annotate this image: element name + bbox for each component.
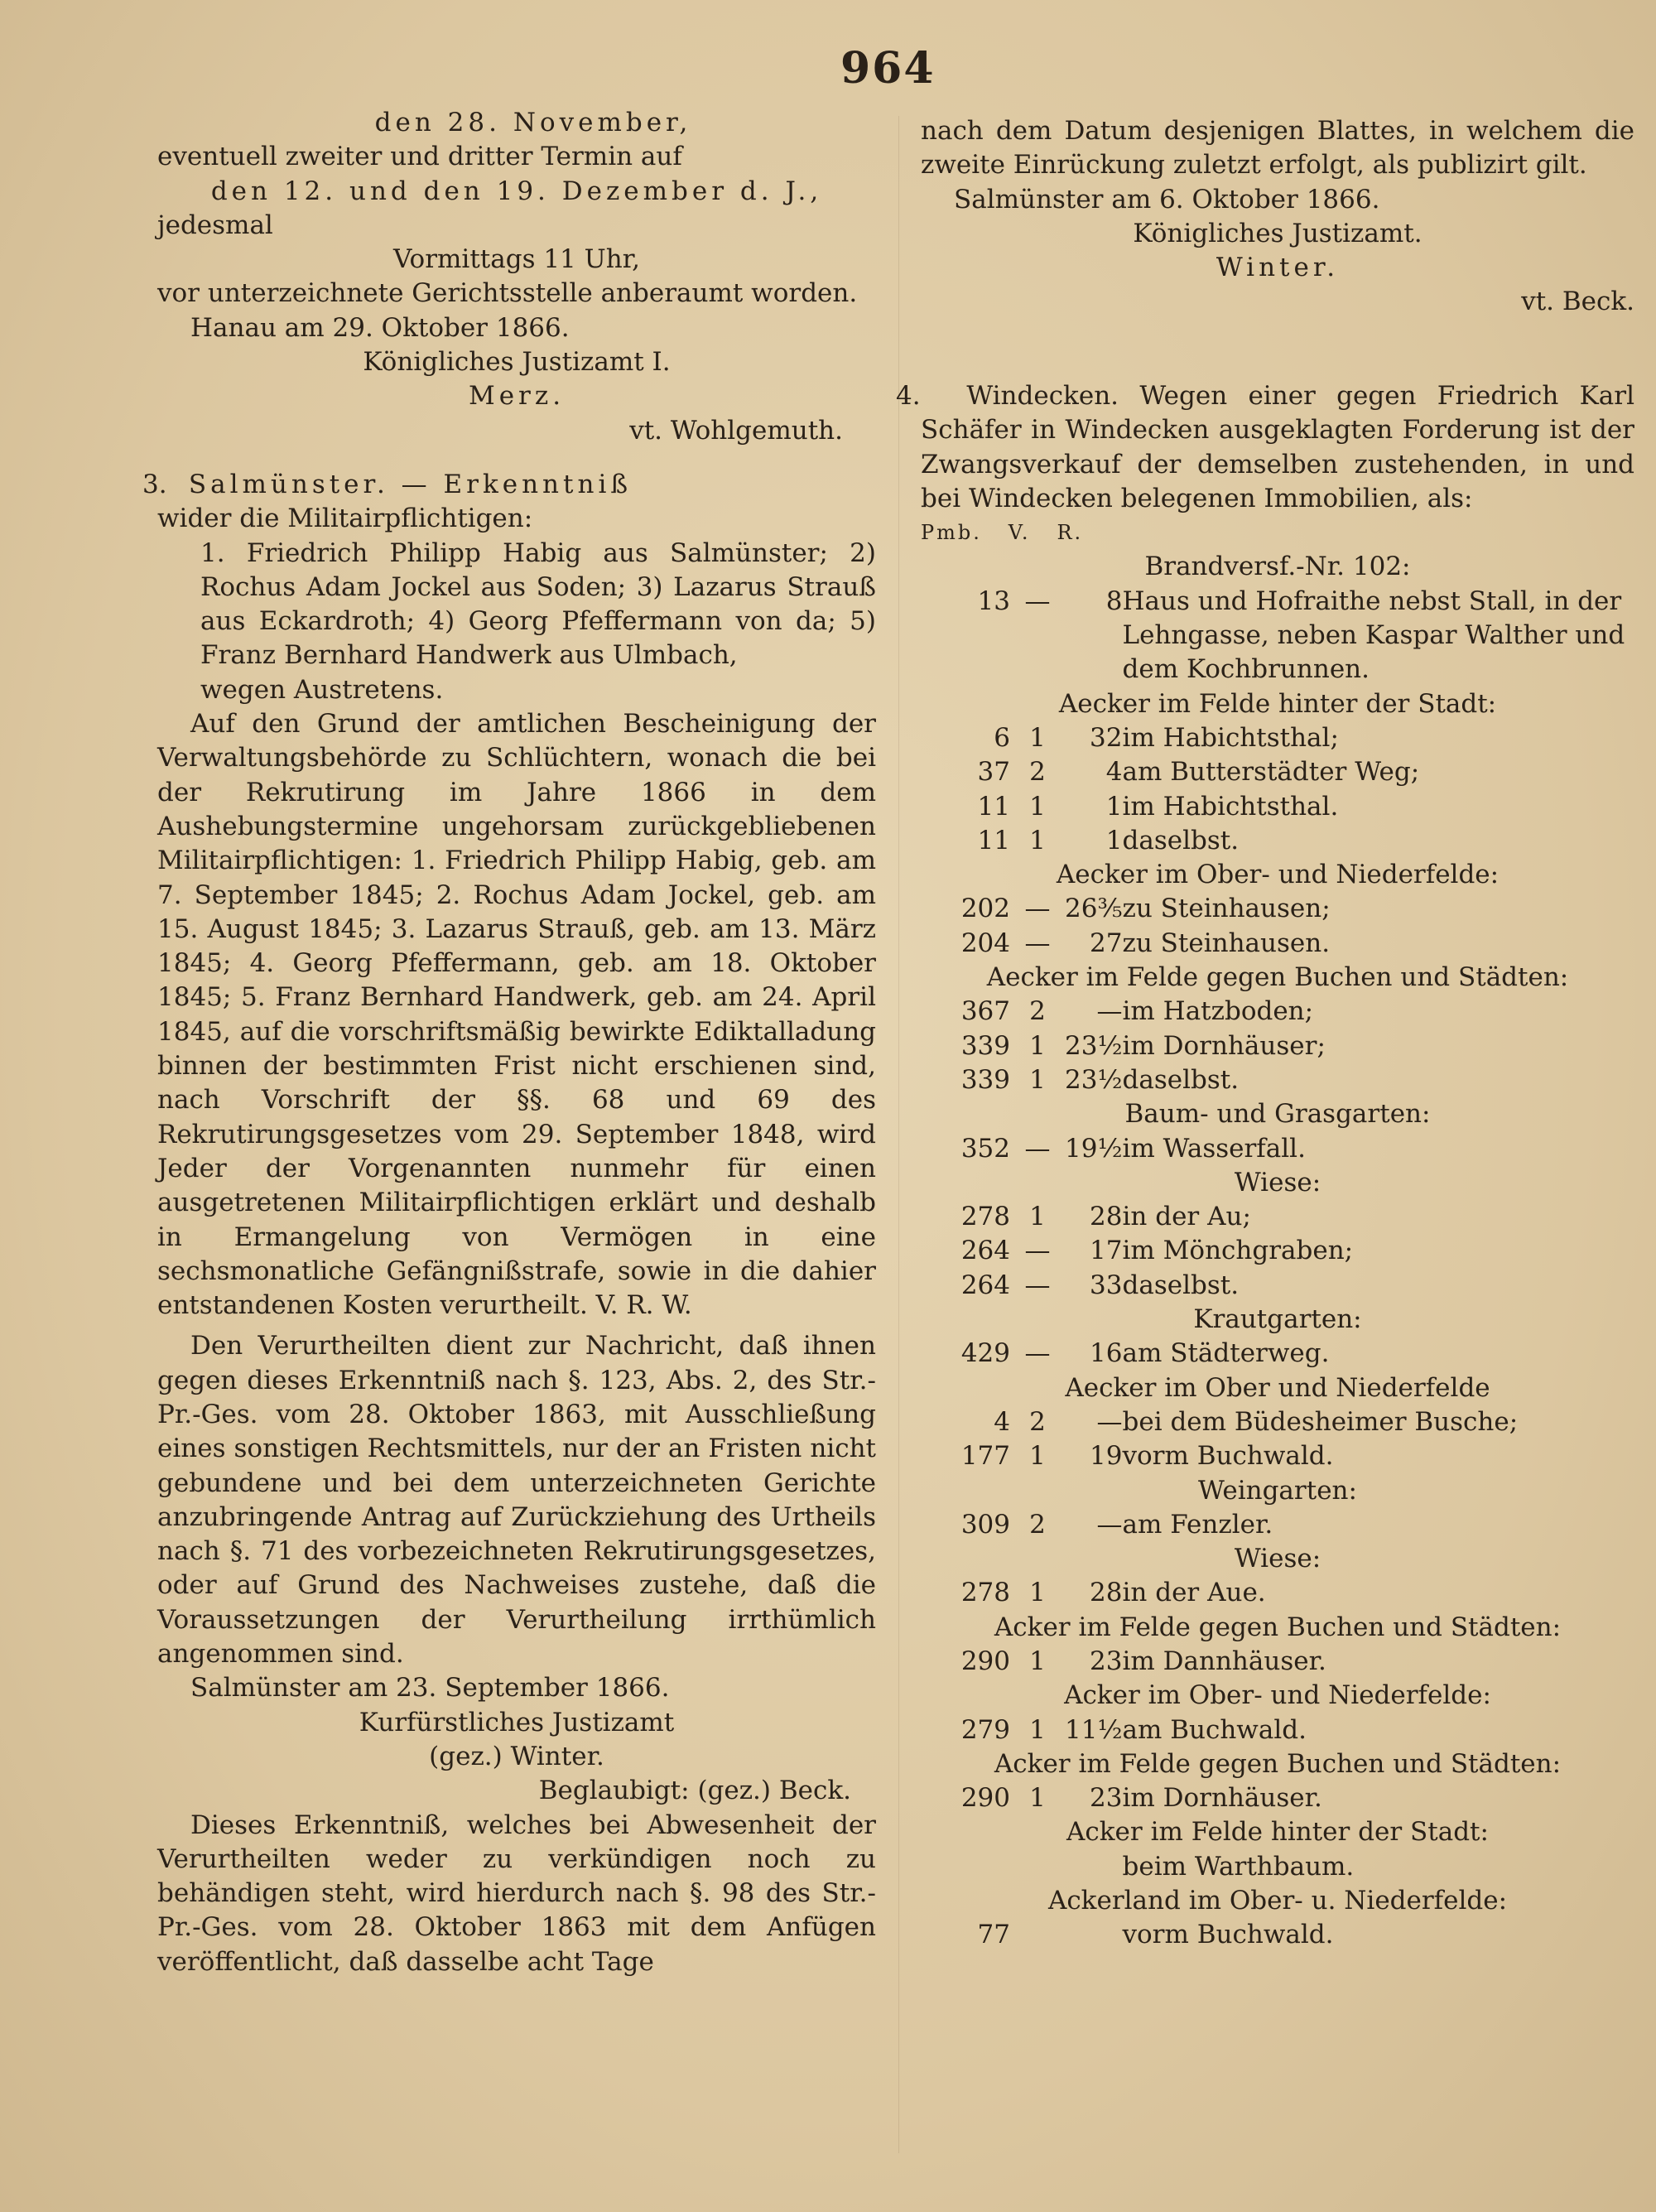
estate-row <box>921 1063 1634 1097</box>
estate-plot-number: 278 <box>960 1202 1010 1232</box>
estate-measure-v: — <box>1024 1338 1051 1369</box>
estate-description: Haus und Hofraithe nebst Stall, in der Lehngasse, neben Kaspar Walther und dem Kochbrunnen. <box>1122 586 1625 685</box>
estate-plot-number: 6 <box>994 722 1010 753</box>
estate-row <box>921 1781 1634 1815</box>
estate-measure-r: 32 <box>1090 722 1123 753</box>
estate-section-row <box>921 687 1634 721</box>
estate-description: am Butterstädter Weg; <box>1122 757 1420 788</box>
right-column-bottom <box>896 379 1634 1953</box>
estate-plot-number: 339 <box>960 1064 1010 1095</box>
estate-description: in der Au; <box>1122 1202 1251 1232</box>
estate-description: daselbst. <box>1122 1064 1240 1095</box>
estate-section-row <box>921 550 1634 584</box>
estate-description: im Dornhäuser; <box>1122 1030 1326 1061</box>
estate-measure-r: 19 <box>1090 1441 1123 1472</box>
estate-measure-r: — <box>1096 996 1123 1027</box>
estate-measure-r <box>1065 1918 1123 1952</box>
names-list: 1. Friedrich Philipp Habig aus Salmünster; 2) Rochus Adam Jockel aus Soden; 3) Lazarus Strauß aus Eckardroth; 4) Georg Pfeffermann von da; 5) Franz Bernhard Handwerk aus Ulmbach, <box>200 537 876 671</box>
estate-description: im Habichtsthal; <box>1122 722 1339 753</box>
judgment-paragraph: Auf den Grund der amtlichen Bescheinigung der Verwaltungsbehörde zu Schlüchtern, wonach die bei der Rekrutirung im Jahre 1866 in dem Aushebungstermine ungehorsam zurückgebliebenen Militairpflichtigen: 1. Friedrich Philipp Habig, geb. am 7. September 1845; 2. Rochus Adam Jockel, geb. am 15. August 1845; 3. Lazarus Strauß, geb. am 13. März 1845; 4. Georg Pfeffermann, geb. am 18. Oktober 1845; 5. Franz Bernhard Handwerk, geb. am 24. April 1845, auf die vorschriftsmäßig bewirkte Ediktalladung binnen der bestimmten Frist nicht erschienen sind, nach Vorschrift der §§. 68 und 69 des Rekrutirungsgesetzes vom 29. September 1848, wird Jeder der Vorgenannten nunmehr für einen ausgetretenen Militairpflichtigen erklärt und deshalb in Ermangelung von Vermögen in eine sechsmonatliche Gefängnißstrafe, sowie in die dahier entstandenen Kosten verurtheilt. V. R. W. <box>157 709 876 1321</box>
estate-measure-v: 1 <box>1029 1030 1046 1061</box>
estate-section-heading: Acker im Felde gegen Buchen und Städten: <box>994 1748 1562 1779</box>
estate-plot-number: 264 <box>960 1270 1010 1300</box>
right-sign-beck: vt. Beck. <box>1521 287 1634 317</box>
date-line-2: eventuell zweiter und dritter Termin auf <box>157 142 682 172</box>
column-divider <box>898 116 899 2153</box>
estate-measure-v: 1 <box>1029 1202 1046 1232</box>
estate-section-row <box>921 1815 1634 1849</box>
estate-section-heading: Krautgarten: <box>1193 1304 1362 1335</box>
estate-section-row <box>921 961 1634 995</box>
estate-measure-r: 23 <box>1090 1646 1123 1676</box>
estate-description: daselbst. <box>1122 825 1240 855</box>
estate-measure-v: 1 <box>1029 722 1046 753</box>
estate-measure-r: 23½ <box>1065 1030 1123 1061</box>
estate-plot-number: 204 <box>960 928 1010 958</box>
estate-measure-r: 28 <box>1090 1202 1123 1232</box>
estate-plot-number: 367 <box>960 996 1010 1027</box>
estate-row <box>921 585 1634 687</box>
estate-measure-v: — <box>1024 928 1051 958</box>
sign-authority: Kurfürstliches Justizamt <box>359 1707 675 1737</box>
estate-measure-r: 1 <box>1105 825 1123 855</box>
authority: Königliches Justizamt I. <box>363 347 671 378</box>
estate-description: im Dannhäuser. <box>1122 1646 1326 1676</box>
estate-section-row <box>921 1884 1634 1918</box>
estate-description: bei dem Büdesheimer Busche; <box>1122 1406 1519 1437</box>
estate-description: vorm Buchwald. <box>1122 1441 1334 1472</box>
estate-measure-r: 19½ <box>1065 1133 1123 1164</box>
estate-measure-v: — <box>1024 1133 1051 1164</box>
estate-description: im Habichtsthal. <box>1122 791 1339 822</box>
estate-measure-v <box>1010 1918 1065 1952</box>
date-line-1: den 28. November, <box>374 108 692 137</box>
estate-section-row <box>921 1303 1634 1337</box>
estate-row <box>921 1269 1634 1303</box>
estate-measure-r: 8 <box>1105 586 1123 616</box>
estate-measure-v: 2 <box>1029 996 1046 1027</box>
estate-plot-number: 279 <box>960 1714 1010 1745</box>
estate-row <box>921 1713 1634 1747</box>
estate-row <box>921 755 1634 789</box>
estate-row <box>921 1405 1634 1439</box>
signature-wohlgemuth: vt. Wohlgemuth. <box>629 415 843 446</box>
estate-measure-r: 23 <box>1090 1783 1123 1814</box>
estate-measure-v: 2 <box>1029 1509 1046 1540</box>
right-sign-place-date: Salmünster am 6. Oktober 1866. <box>954 184 1380 214</box>
estate-measure-v: — <box>1024 1236 1051 1266</box>
right-sign-winter: Winter. <box>1216 253 1340 283</box>
spacer <box>157 448 876 468</box>
estate-row <box>921 892 1634 926</box>
estate-section-row <box>921 1371 1634 1405</box>
estate-measure-r: 16 <box>1090 1338 1123 1369</box>
estate-row <box>921 1029 1634 1063</box>
estate-measure-r: 4 <box>1105 757 1123 788</box>
estate-row <box>921 1508 1634 1542</box>
estate-description: in der Aue. <box>1122 1578 1266 1608</box>
estate-section-heading: Ackerland im Ober- u. Niederfelde: <box>1047 1886 1508 1916</box>
date-line-3: den 12. und den 19. Dezember d. J., <box>210 176 823 206</box>
estate-plot-number: 290 <box>960 1783 1010 1814</box>
notice-paragraph: Den Verurtheilten dient zur Nachricht, daß ihnen gegen dieses Erkenntniß nach §. 123, Abs. 2, des Str.-Pr.-Ges. vom 28. Oktober 1863, mit Ausschließung eines sonstigen Rechtsmittels, nur der an Fristen nicht gebundene und bei dem unterzeichneten Gerichte anzubringende Antrag auf Zurückziehung des Urtheils nach §. 71 des vorbezeichneten Rekrutirungsgesetzes, oder auf Grund des Nachweises zustehe, daß die Voraussetzungen der Verurtheilung irrthümlich angenommen sind. <box>157 1331 876 1670</box>
estate-section-row <box>921 1611 1634 1645</box>
estate-measure-v: — <box>1024 1270 1051 1300</box>
estate-row <box>921 1918 1634 1952</box>
estate-description: im Dornhäuser. <box>1122 1783 1322 1814</box>
estate-plot-number: 339 <box>960 1030 1010 1061</box>
estate-plot-number: 264 <box>960 1236 1010 1266</box>
estate-section-row <box>921 1542 1634 1576</box>
item-3-heading <box>142 468 876 502</box>
estate-measure-v: 2 <box>1029 1406 1046 1437</box>
place-date: Hanau am 29. Oktober 1866. <box>190 312 570 343</box>
estate-plot-number: 429 <box>960 1338 1010 1369</box>
estate-measure-v: 1 <box>1029 825 1046 855</box>
estate-measure-r: — <box>1096 1406 1123 1437</box>
continuation-text: nach dem Datum desjenigen Blattes, in welchem die zweite Einrückung zuletzt erfolgt, als publizirt gilt. <box>921 116 1634 181</box>
estate-section-heading: Aecker im Felde hinter der Stadt: <box>1058 688 1497 719</box>
estate-measure-v: 1 <box>1029 1646 1046 1676</box>
estate-row <box>921 1234 1634 1268</box>
estate-plot-number: 352 <box>960 1133 1010 1164</box>
estate-measure-r: 17 <box>1090 1236 1123 1266</box>
reason-line: wegen Austretens. <box>200 674 444 705</box>
estate-measure-r: 23½ <box>1065 1064 1123 1095</box>
col-header-pmb: Pmb. <box>921 521 982 545</box>
estate-measure-r: 33 <box>1090 1270 1123 1300</box>
estate-plot-number: 177 <box>960 1441 1010 1472</box>
estate-row <box>921 1645 1634 1679</box>
estate-plot-number: 202 <box>960 894 1010 924</box>
item-4-number: 4. <box>896 381 921 411</box>
estate-section-heading: Acker im Ober- und Niederfelde: <box>1064 1680 1491 1711</box>
estate-section-heading: Wiese: <box>1234 1167 1321 1198</box>
estate-section-heading: Acker im Felde hinter der Stadt: <box>1066 1817 1489 1848</box>
estate-plot-number: 309 <box>960 1509 1010 1540</box>
estate-section-heading: Weingarten: <box>1198 1475 1357 1506</box>
estate-row <box>921 995 1634 1029</box>
estate-description: im Hatzboden; <box>1122 996 1314 1027</box>
estate-section-row <box>921 1747 1634 1781</box>
estate-measure-v: 1 <box>1029 1578 1046 1608</box>
estate-measure-r: 26⅗ <box>1065 894 1123 924</box>
estate-plot-number: 13 <box>977 586 1010 616</box>
estate-description: im Mönchgraben; <box>1122 1236 1354 1266</box>
item-3-title: Salmünster. — Erkenntniß <box>188 469 633 499</box>
estate-measure-v: 1 <box>1029 1714 1046 1745</box>
estate-plot-number <box>921 1850 1010 1884</box>
estate-description: im Wasserfall. <box>1122 1133 1306 1164</box>
estate-plot-number: 4 <box>994 1406 1010 1437</box>
estate-measure-v: 1 <box>1029 1783 1046 1814</box>
estate-plot-number: 11 <box>977 825 1010 855</box>
right-sign-authority: Königliches Justizamt. <box>1133 218 1423 248</box>
estate-row <box>921 790 1634 824</box>
estate-description: am Städterweg. <box>1122 1338 1330 1369</box>
estate-plot-number: 77 <box>977 1920 1010 1950</box>
estate-row <box>921 1132 1634 1166</box>
estate-section-row <box>921 1097 1634 1131</box>
estate-plot-number: 37 <box>977 757 1010 788</box>
estate-measure-v: 1 <box>1029 1441 1046 1472</box>
left-column <box>142 106 876 1979</box>
estate-description: am Fenzler. <box>1122 1509 1273 1540</box>
estate-row <box>921 927 1634 961</box>
estate-measure-r: 28 <box>1090 1578 1123 1608</box>
estate-table <box>921 550 1634 1952</box>
estate-row <box>921 1576 1634 1610</box>
publication-paragraph: Dieses Erkenntniß, welches bei Abwesenheit der Verurtheilten weder zu verkündigen noch zu behändigen steht, wird hierdurch nach §. 98 des Str.-Pr.-Ges. vom 28. Oktober 1863 mit dem Anfügen veröffentlicht, daß dasselbe acht Tage <box>157 1810 876 1977</box>
sign-winter: (gez.) Winter. <box>429 1741 604 1771</box>
estate-description: zu Steinhausen; <box>1122 894 1331 924</box>
estate-measure-v: 1 <box>1029 1064 1046 1095</box>
estate-section-row <box>921 1166 1634 1200</box>
estate-measure-v: — <box>1024 586 1051 616</box>
estate-plot-number: 11 <box>977 791 1010 822</box>
estate-row <box>921 1200 1634 1234</box>
estate-description: beim Warthbaum. <box>1122 1851 1355 1882</box>
signature-merz: Merz. <box>468 381 566 412</box>
estate-section-heading: Acker im Felde gegen Buchen und Städten: <box>994 1612 1562 1642</box>
estate-description: daselbst. <box>1122 1270 1240 1300</box>
sign-certified: Beglaubigt: (gez.) Beck. <box>538 1776 851 1806</box>
court-line: vor unterzeichnete Gerichtsstelle anberaumt worden. <box>157 278 858 309</box>
item-3-number: 3. <box>142 469 167 499</box>
item-3-subtitle: wider die Militairpflichtigen: <box>157 504 533 534</box>
date-line-4: jedesmal <box>157 210 273 240</box>
estate-row <box>921 1439 1634 1473</box>
estate-plot-number: 290 <box>960 1646 1010 1676</box>
col-header-r: R. <box>1057 521 1084 545</box>
estate-section-heading: Baum- und Grasgarten: <box>1124 1099 1431 1130</box>
estate-measure-v: 2 <box>1029 757 1046 788</box>
estate-row <box>921 824 1634 858</box>
estate-section-heading: Aecker im Felde gegen Buchen und Städten: <box>986 962 1569 993</box>
item-4-paragraph <box>896 379 1634 516</box>
estate-section-heading: Wiese: <box>1234 1544 1321 1574</box>
estate-table-body <box>921 550 1634 1952</box>
estate-measure-v: 1 <box>1029 791 1046 822</box>
estate-description: am Buchwald. <box>1122 1714 1307 1745</box>
right-column-top <box>921 114 1634 320</box>
estate-section-row <box>921 858 1634 892</box>
estate-measure-v <box>1010 1850 1065 1884</box>
item-4-text: Windecken. Wegen einer gegen Friedrich Karl Schäfer in Windecken ausgeklagten Forderung ist der Zwangsverkauf der demselben zustehenden, in und bei Windecken belegenen Immobilien, als: <box>921 381 1634 513</box>
estate-measure-r: 1 <box>1105 791 1123 822</box>
estate-section-row <box>921 1474 1634 1508</box>
estate-section-heading: Aecker im Ober- und Niederfelde: <box>1056 860 1500 890</box>
column-headers <box>921 516 1634 550</box>
estate-plot-number: 278 <box>960 1578 1010 1608</box>
estate-section-row <box>921 1679 1634 1713</box>
estate-description: vorm Buchwald. <box>1122 1920 1334 1950</box>
estate-section-heading: Brandversf.-Nr. 102: <box>1144 552 1411 582</box>
estate-measure-r: 27 <box>1090 928 1123 958</box>
page-number: 964 <box>840 43 936 94</box>
estate-measure-v: — <box>1024 894 1051 924</box>
estate-row <box>921 1850 1634 1884</box>
estate-measure-r: 11½ <box>1065 1714 1123 1745</box>
estate-section-heading: Aecker im Ober und Niederfelde <box>1065 1372 1490 1403</box>
estate-measure-r <box>1065 1850 1123 1884</box>
time-line: Vormittags 11 Uhr, <box>393 244 640 275</box>
estate-measure-r: — <box>1096 1509 1123 1540</box>
sign-place-date: Salmünster am 23. September 1866. <box>190 1673 670 1704</box>
estate-row <box>921 721 1634 755</box>
estate-row <box>921 1337 1634 1371</box>
estate-description: zu Steinhausen. <box>1122 928 1331 958</box>
col-header-v: V. <box>1008 521 1031 545</box>
